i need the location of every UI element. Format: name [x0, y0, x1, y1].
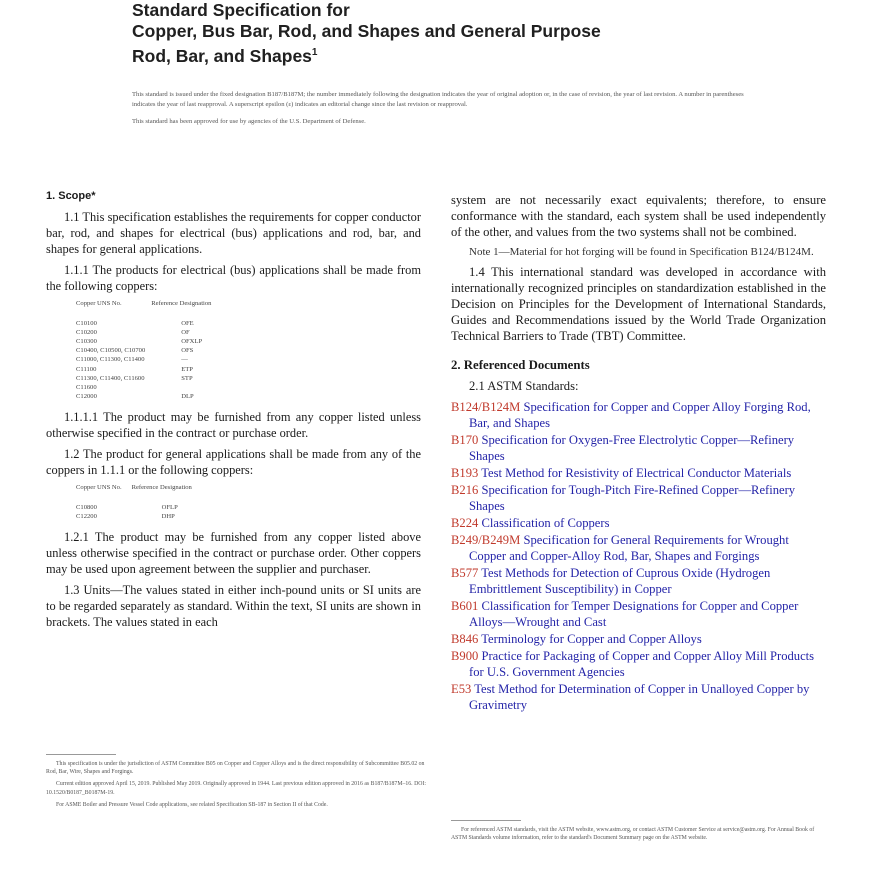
designation-notice: This standard is issued under the fixed designation B187/B187M; the number immediately following the designation indicates the year of original adoption or, in the case of revision, the year of last revision. A number in parentheses indicates the year of last reapproval. A superscript epsilon (ε) indicates an editorial change since the last revision or reapproval.	[132, 91, 744, 108]
reference-item[interactable]: B170 Specification for Oxygen-Free Electrolytic Copper—Refinery Shapes	[451, 433, 795, 463]
table-row: C10400, C10500, C10700 OFS	[76, 347, 194, 355]
astm-standards-label: 2.1 ASTM Standards:	[469, 379, 579, 393]
section-1-4: 1.4 This international standard was developed in accordance with internationally recognized principles on standardization established in the Decision on Principles for the Development of International Standards, Guides and Recommendations issued by the World Trade Organization Technical Barriers to Trade (TBT) Committee.	[451, 265, 826, 343]
title-footnote-marker: 1	[311, 47, 318, 58]
table-row: C10200 OF	[76, 329, 190, 337]
table-header: Reference Designation	[131, 483, 192, 491]
section-1-2: 1.2 The product for general applications shall be made from any of the coppers in 1.1.1 or the following coppers:	[46, 446, 421, 477]
reference-item[interactable]: B601 Classification for Temper Designations for Copper and Copper Alloys—Wrought and Cast	[451, 599, 799, 629]
referenced-documents-heading: 2. Referenced Documents	[451, 358, 590, 372]
coppers-table-general	[76, 483, 202, 521]
table-row: C12200 DHP	[76, 513, 175, 521]
footnote: Current edition approved April 15, 2019. Published May 2019. Originally approved in 1944. Last previous edition approved in 2016 as B187/B187M–16. DOI: 10.1520/B0187_B0187M-19.	[46, 781, 426, 796]
right-column	[451, 192, 826, 714]
footnotes-right	[451, 826, 831, 846]
table-header: Copper UNS No.	[76, 483, 122, 491]
scope-heading: 1. Scope*	[46, 190, 96, 202]
title-line-2: Copper, Bus Bar, Rod, and Shapes and General Purpose	[132, 21, 601, 41]
reference-item[interactable]: B193 Test Method for Resistivity of Electrical Conductor Materials	[451, 466, 792, 480]
table-header: Reference Designation	[151, 300, 212, 307]
table-row: C11300, C11400, C11600 STP	[76, 374, 193, 382]
section-1-1-1-1: 1.1.1.1 The product may be furnished from any copper listed unless otherwise specified in the contract or purchase order.	[46, 409, 421, 440]
footnote: This specification is under the jurisdiction of ASTM Committee B05 on Copper and Copper Alloys and is the direct responsibility of Subcommittee B05.02 on Rod, Bar, Wire, Shapes and Forgings.	[46, 761, 425, 776]
table-row: C10100 OFE	[76, 320, 194, 328]
reference-item[interactable]: E53 Test Method for Determination of Copper in Unalloyed Copper by Gravimetry	[451, 682, 810, 712]
document-title	[132, 0, 601, 67]
table-header: Copper UNS No.	[76, 300, 122, 307]
table-row: C11100 ETP	[76, 365, 193, 373]
reference-item[interactable]: B224 Classification of Coppers	[451, 516, 610, 530]
units-continued: system are not necessarily exact equivalents; therefore, to ensure conformance with the standard, each system shall be used independently of the other, and values from the two systems shall not be combined.	[451, 193, 826, 239]
title-line-3: Rod, Bar, and Shapes$^1$	[132, 45, 318, 66]
footnote: For ASME Boiler and Pressure Vessel Code applications, see related Specification SB-187 in Section II of that Code.	[56, 801, 328, 808]
reference-item[interactable]: B900 Practice for Packaging of Copper and Copper Alloy Mill Products for U.S. Government Agencies	[451, 649, 815, 679]
reference-item[interactable]: B216 Specification for Tough-Pitch Fire-Refined Copper—Refinery Shapes	[451, 483, 796, 513]
dod-approval-notice: This standard has been approved for use by agencies of the U.S. Department of Defense.	[132, 118, 366, 126]
footnote-rule-right	[451, 820, 521, 821]
reference-list	[451, 399, 826, 713]
table-row: C12000 DLP	[76, 392, 194, 400]
title-line-1: Standard Specification for	[132, 0, 350, 20]
intro-notice	[132, 90, 752, 135]
table-row: C11000, C11300, C11400 —	[76, 356, 188, 364]
footnotes-left	[46, 760, 426, 813]
note-1: Note 1—Material for hot forging will be found in Specification B124/B124M.	[469, 246, 814, 258]
table-row: C10300 OFXLP	[76, 338, 203, 346]
section-1-1-1: 1.1.1 The products for electrical (bus) applications shall be made from the following coppers:	[46, 263, 421, 293]
reference-item[interactable]: B846 Terminology for Copper and Copper Alloys	[451, 632, 702, 646]
table-row: C10800 OFLP	[76, 504, 178, 512]
reference-item[interactable]: B124/B124M Specification for Copper and Copper Alloy Forging Rod, Bar, and Shapes	[451, 400, 811, 430]
footnote-rule-left	[46, 754, 116, 755]
reference-item[interactable]: B577 Test Methods for Detection of Cuprous Oxide (Hydrogen Embrittlement Susceptibility) in Copper	[451, 566, 771, 596]
table-row: C11600	[76, 383, 97, 391]
section-1-1: 1.1 This specification establishes the requirements for copper conductor bar, rod, and shapes for electrical (bus) applications and rod, bar, and shapes for general applications.	[46, 210, 421, 256]
coppers-table-bus	[76, 299, 221, 401]
section-1-3: 1.3 Units—The values stated in either inch-pound units or SI units are to be regarded separately as standard. Within the text, SI units are shown in brackets. The values stated in each	[46, 583, 421, 630]
reference-item[interactable]: B249/B249M Specification for General Requirements for Wrought Copper and Copper-Alloy Rod, Bar, Shapes and Forgings	[451, 533, 789, 563]
section-1-2-1: 1.2.1 The product may be furnished from any copper listed above unless otherwise specified in the contract or purchase order. Other coppers may be used upon agreement between the supplier and purchaser.	[46, 530, 421, 577]
footnote: For referenced ASTM standards, visit the ASTM website, www.astm.org, or contact ASTM Customer Service at service@astm.org. For Annual Book of ASTM Standards volume information, refer to the standard's Document Summary page on the ASTM website.	[451, 827, 815, 842]
left-column	[46, 188, 421, 635]
